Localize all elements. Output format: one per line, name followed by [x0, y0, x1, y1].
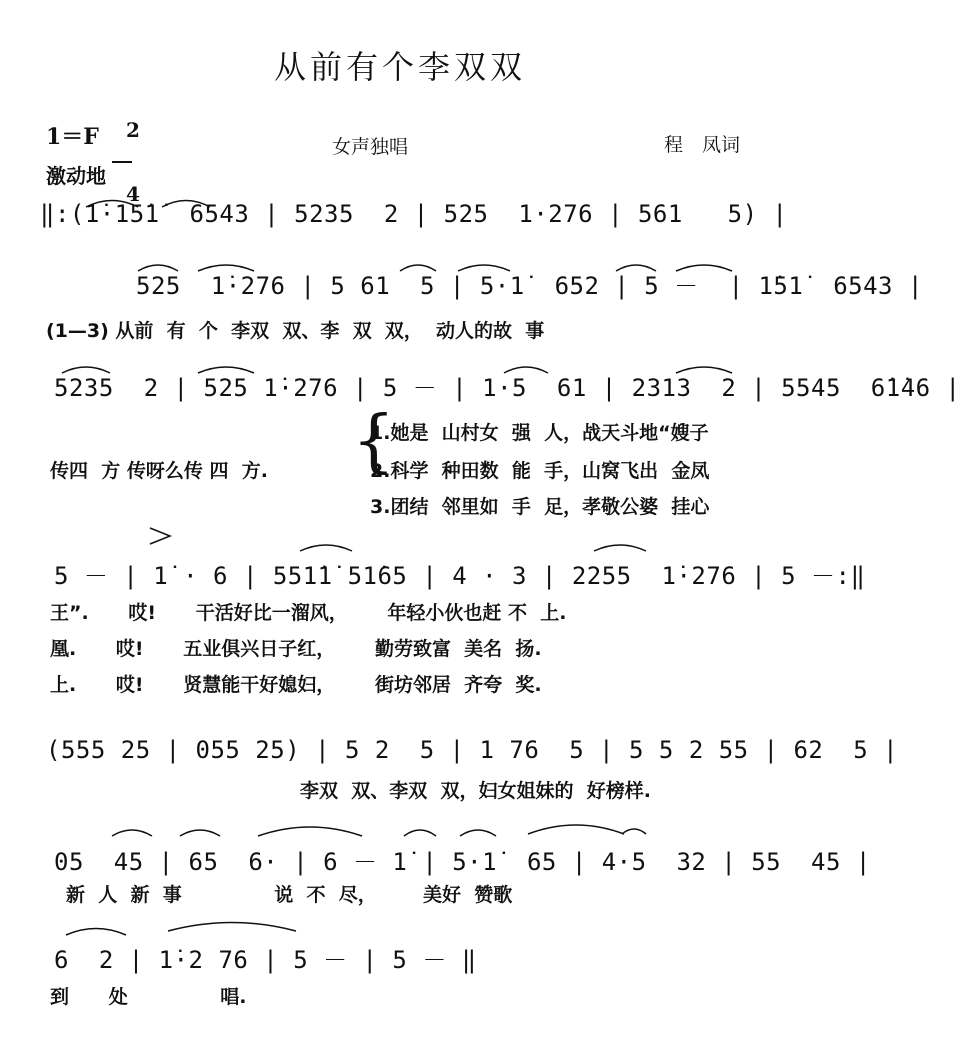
verse-line: 2.科学 种田数 能 手，山窝飞出 金凤: [370, 460, 710, 482]
lyric-line: 上. 哎! 贤慧能干好媳妇， 街坊邻居 齐夸 奖.: [50, 674, 542, 696]
verse-line: 3.团结 邻里如 手 足，孝敬公婆 挂心: [370, 496, 710, 518]
notation-line: 525 1̇·276 | 5 61 5 | 5·1̇ 652 | 5 － | 1̇51̇ 6543 |: [136, 272, 923, 300]
verse-line: 1.她是 山村女 强 人，战天斗地“嫂子: [370, 422, 709, 444]
lyric-line: 凰. 哎! 五业俱兴日子红， 勤劳致富 美名 扬.: [50, 638, 542, 660]
lyric-line: 李双 双、李双 双，妇女姐妹的 好榜样.: [300, 780, 651, 802]
performance-type: 女声独唱: [332, 136, 409, 158]
lyricist-credit: 程 凤词: [664, 134, 741, 156]
time-signature-bottom: 4: [125, 182, 140, 206]
notation-line: 6 2 | 1̇·2 76 | 5 － | 5 － ‖: [54, 946, 477, 974]
lyric-line: 王”. 哎! 干活好比一溜风， 年轻小伙也赶 不 上.: [50, 602, 567, 624]
lyric-line: (1—3) 从前 有 个 李双 双、李 双 双， 动人的故 事: [46, 320, 545, 342]
tempo-marking: 激动地: [46, 164, 106, 188]
notation-line: 5235 2 | 525 1̇·276 | 5 － | 1·5 61 | 2313 2 | 5545 6̇1̇46 |: [54, 374, 961, 402]
lyric-line: 传四 方 传呀么传 四 方.: [50, 460, 268, 482]
notation-line: ‖:(1̇·15̇1̇ 6543 | 5235 2 | 525 1·276 | 561 5) |: [40, 200, 788, 228]
time-signature-top: 2: [125, 118, 140, 142]
notation-line: (555 25 | 055 25) | 5 2 5 | 1 76 5 | 5 5 2 55 | 62 5 |: [46, 736, 899, 764]
notation-line: 05 45 | 65 6· | 6 － 1̇ | 5·1̇ 65 | 4·5 32 | 55 45 |: [54, 848, 871, 876]
lyric-line: 到 处 唱.: [50, 986, 247, 1008]
key-signature: 1＝F: [46, 124, 99, 150]
lyric-line: 新 人 新 事 说 不 尽， 美好 赞歌: [66, 884, 513, 906]
verse-brace: {: [352, 402, 396, 481]
song-title: 从前有个李双双: [273, 48, 526, 86]
time-signature: [112, 100, 140, 206]
notation-line: 5 － | 1̇ · 6 | 551̇1̇ 51̇65 | 4 · 3 | 2255 1̇·276 | 5 －:‖: [54, 562, 866, 590]
